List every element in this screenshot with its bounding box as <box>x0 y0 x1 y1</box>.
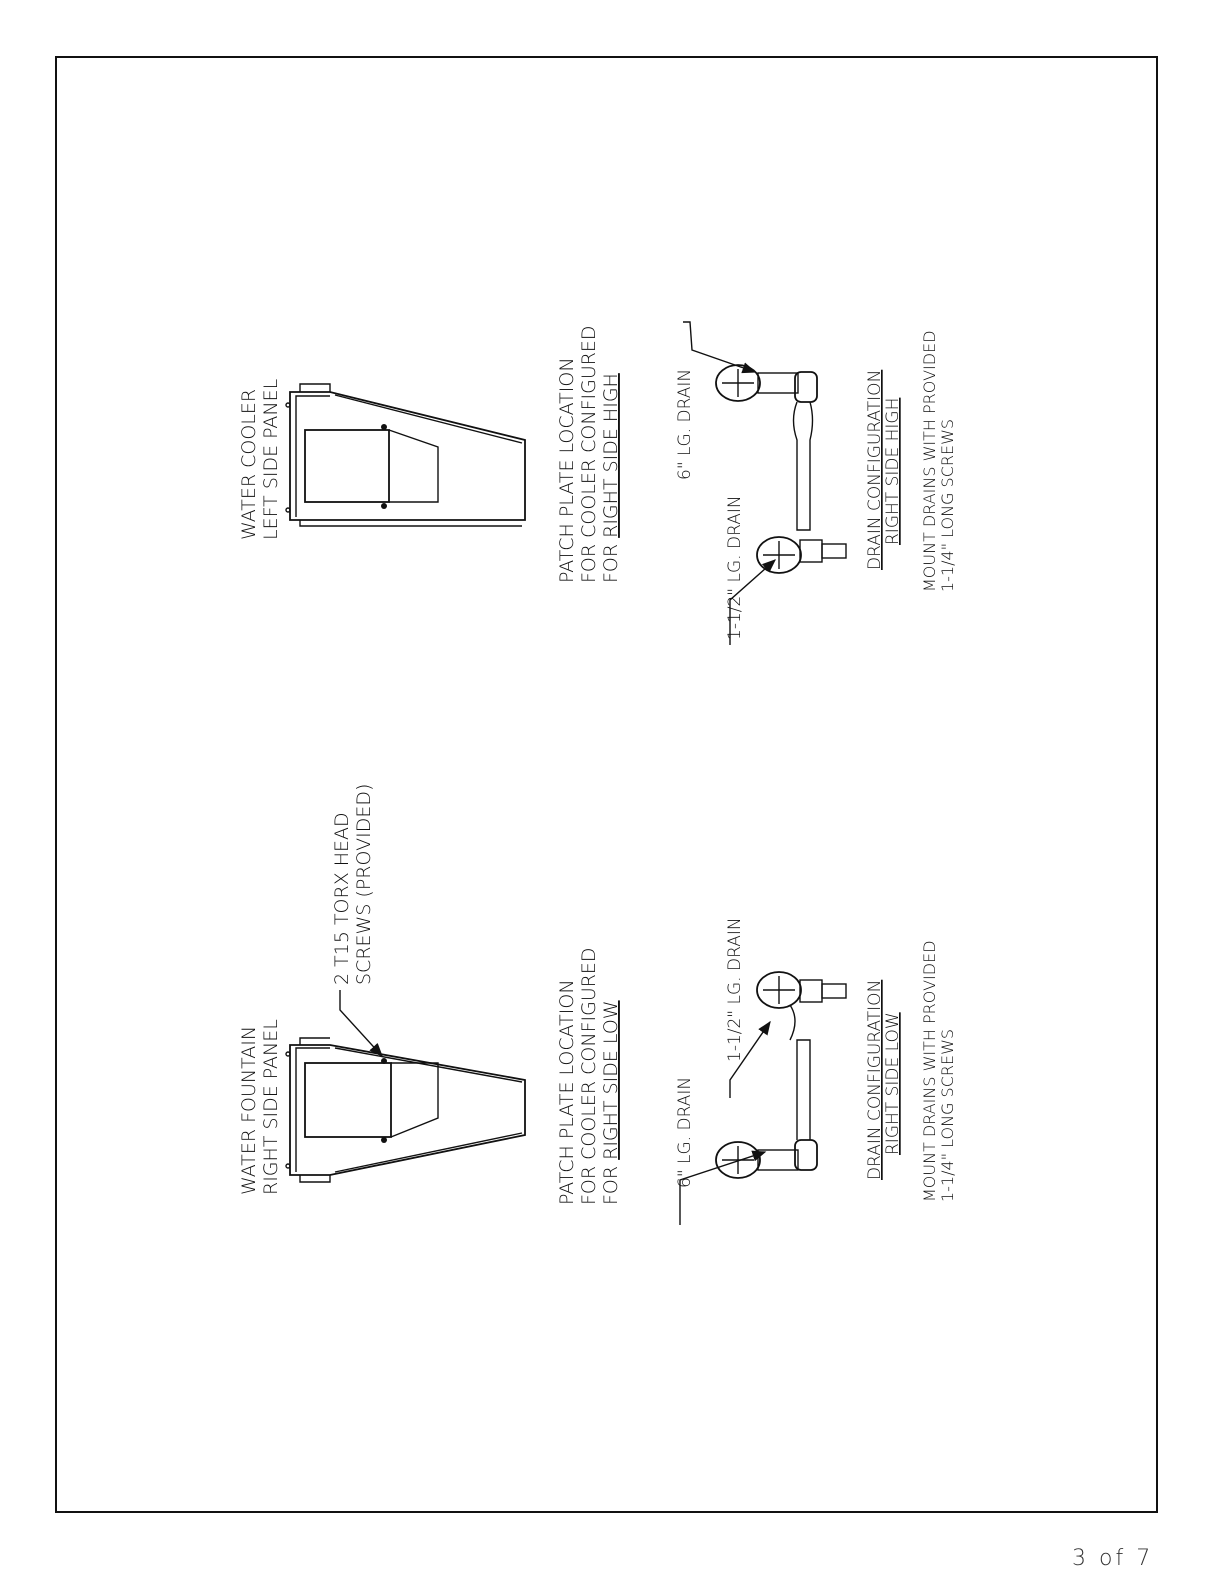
screw-icon <box>381 424 387 430</box>
patch-plate-location-low <box>305 1063 391 1137</box>
patch-high-line3 <box>600 373 622 583</box>
drain-low-mount-line2: 1-1/4" LONG SCREWS <box>938 1028 957 1202</box>
drain-low-config-title: DRAIN CONFIGURATION <box>865 979 885 1180</box>
drain-high-config-sub: RIGHT SIDE HIGH <box>883 397 903 545</box>
patch-low-text <box>556 947 622 1205</box>
drain-low-one-half: 1-1/2" LG. DRAIN <box>725 917 745 1062</box>
drain-high-group <box>675 322 957 645</box>
drain-high-config-title: DRAIN CONFIGURATION <box>865 369 885 570</box>
patch-low-line2: FOR COOLER CONFIGURED <box>578 947 600 1205</box>
drain-low-six-inch: 6" LG. DRAIN <box>675 1076 695 1188</box>
patch-high-line3-emph: RIGHT SIDE HIGH <box>600 373 622 538</box>
fountain-panel-group <box>238 784 525 1195</box>
patch-high-text <box>556 325 622 583</box>
drain-low-group <box>675 917 957 1225</box>
screw-icon <box>381 503 387 509</box>
screws-label-line2: SCREWS (PROVIDED) <box>353 783 375 985</box>
fountain-title-line2: RIGHT SIDE PANEL <box>260 1019 282 1195</box>
drain-high-six-inch: 6" LG. DRAIN <box>675 368 695 480</box>
page-number: 3 of 7 <box>1072 1546 1154 1571</box>
drain-high-one-half: 1-1/2" LG. DRAIN <box>725 495 745 640</box>
patch-plate-location-high <box>305 430 389 502</box>
drain-high-mount-line2: 1-1/4" LONG SCREWS <box>938 418 957 592</box>
screw-icon <box>381 1058 387 1064</box>
patch-low-line3-prefix: FOR <box>600 1159 622 1205</box>
screws-leader-arrow <box>340 990 382 1056</box>
cooler-panel-group <box>238 379 525 540</box>
six-inch-leader-arrow-high <box>683 322 755 372</box>
screws-label-line1: 2 T15 TORX HEAD <box>331 812 353 985</box>
screw-icon <box>381 1137 387 1143</box>
drain-low-mount-line1: MOUNT DRAINS WITH PROVIDED <box>920 940 939 1202</box>
fountain-panel-drawing <box>286 1038 525 1182</box>
patch-low-line1: PATCH PLATE LOCATION <box>556 979 578 1205</box>
drain-low-config-sub: RIGHT SIDE LOW <box>883 1012 903 1155</box>
cooler-title-line1: WATER COOLER <box>238 388 260 540</box>
fountain-title-line1: WATER FOUNTAIN <box>238 1025 260 1195</box>
patch-high-line2: FOR COOLER CONFIGURED <box>578 325 600 583</box>
patch-low-line3-emph: RIGHT SIDE LOW <box>600 1000 622 1160</box>
drain-high-mount-line1: MOUNT DRAINS WITH PROVIDED <box>920 330 939 592</box>
patch-high-line1: PATCH PLATE LOCATION <box>556 357 578 583</box>
patch-low-line3 <box>600 1000 622 1205</box>
cooler-panel-drawing <box>286 384 525 526</box>
patch-high-line3-prefix: FOR <box>600 537 622 583</box>
cooler-title-line2: LEFT SIDE PANEL <box>260 378 282 540</box>
